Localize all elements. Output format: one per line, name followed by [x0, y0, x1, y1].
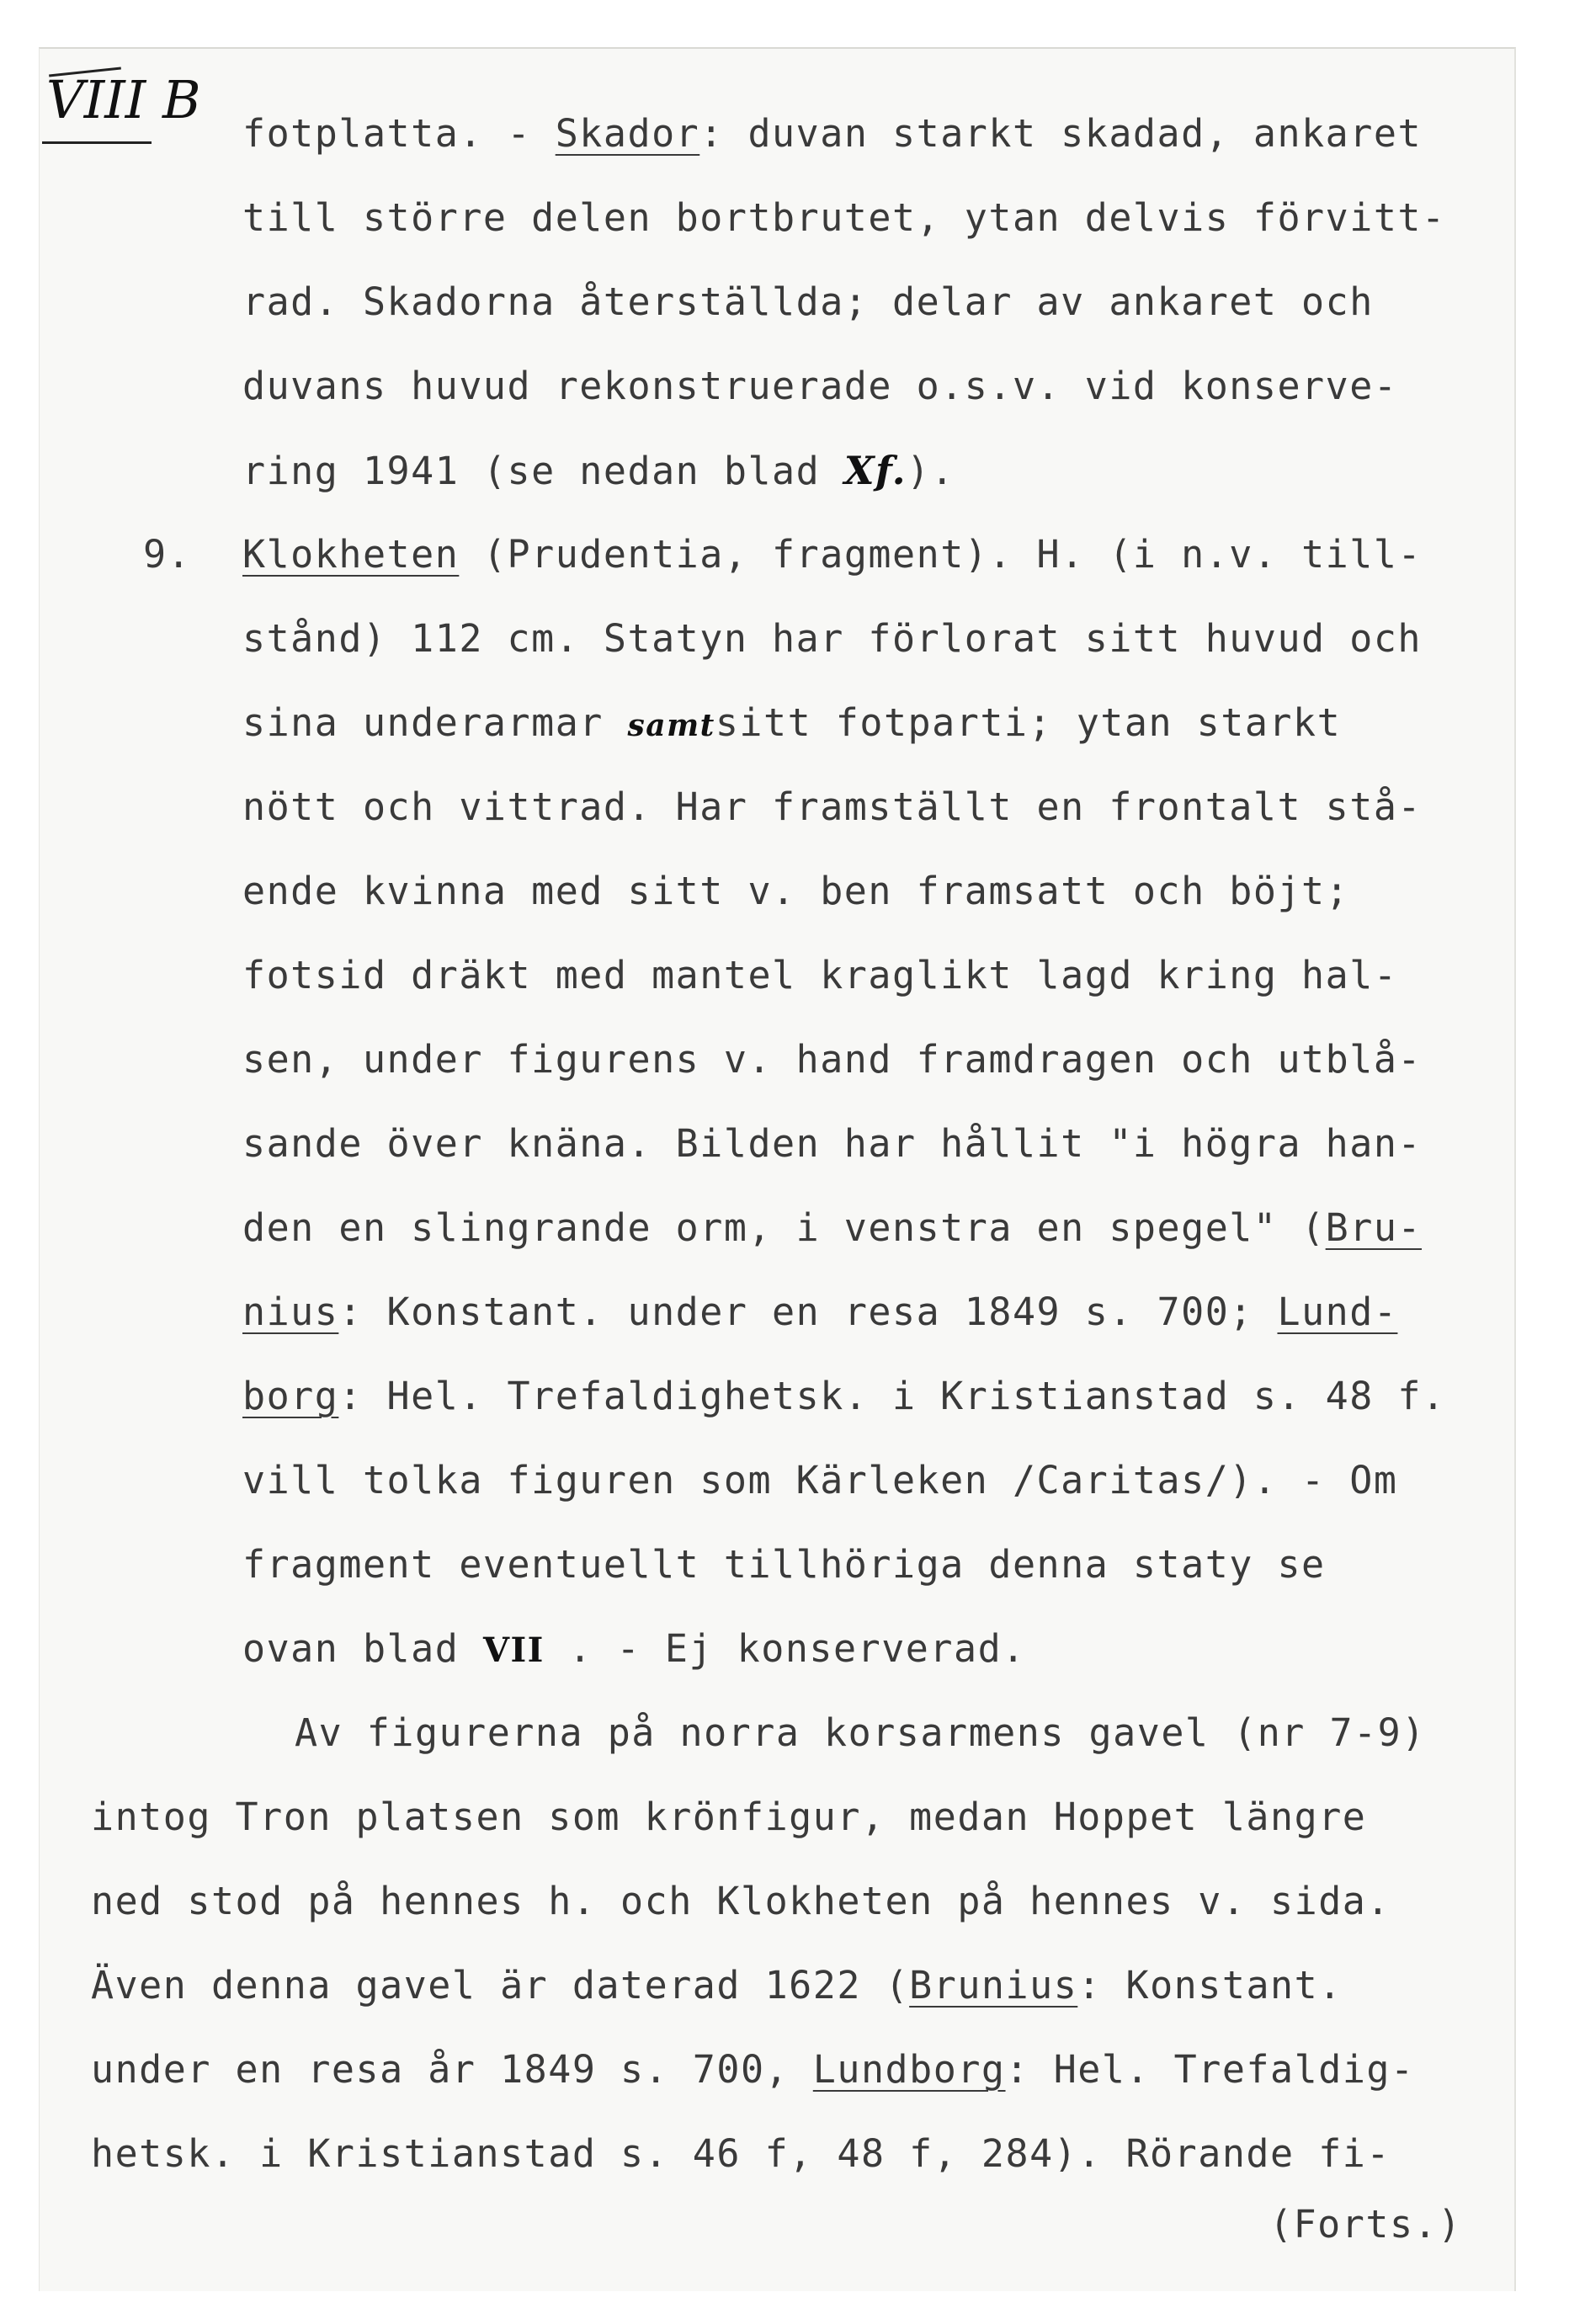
text-line-19 [242, 1626, 1026, 1671]
text-line-17: vill tolka figuren som Kärleken /Caritas/). - Om [242, 1458, 1398, 1502]
underlined-term: Klokheten [242, 532, 460, 577]
text-line-18: fragment eventuellt tillhöriga denna staty se [242, 1542, 1326, 1587]
text-line-24 [91, 2047, 1415, 2092]
text-line-14 [242, 1205, 1423, 1250]
text-line-7: stånd) 112 cm. Statyn har förlorat sitt huvud och [242, 616, 1423, 661]
item-number: 9. [143, 532, 192, 577]
handwritten-insert: Xf. [843, 448, 907, 493]
text-line-2: till större delen bortbrutet, ytan delvis förvitt- [242, 195, 1446, 240]
handwritten-insert: samt [627, 708, 715, 743]
underlined-term: Lundborg [812, 2047, 1006, 2092]
handwritten-insert: VII [482, 1630, 545, 1670]
underlined-term: Brunius [909, 1963, 1078, 2008]
text-line-5 [242, 448, 955, 493]
text-span: fotplatta. - [242, 111, 556, 156]
text-span: ring 1941 (se nedan blad [242, 449, 844, 493]
text-span: sina underarmar [242, 700, 628, 745]
text-line-20: Av figurerna på norra korsarmens gavel (nr 7-9) [295, 1710, 1426, 1755]
text-line-8 [242, 700, 1342, 745]
text-span: : duvan starkt skadad, ankaret [699, 111, 1423, 156]
text-span: ). [907, 449, 955, 493]
continued-note: (Forts.) [1269, 2202, 1462, 2247]
text-line-9: nött och vittrad. Har framställt en frontalt stå- [242, 784, 1423, 829]
margin-note-underline [42, 141, 152, 144]
text-line-12: sen, under figurens v. hand framdragen och utblå- [242, 1037, 1423, 1082]
underlined-term: Bru- [1325, 1205, 1423, 1250]
text-span: : Konstant. under en resa 1849 s. 700; [338, 1290, 1278, 1334]
text-line-3: rad. Skadorna återställda; delar av ankaret och [242, 279, 1374, 324]
text-span: den en slingrande orm, i venstra en spegel" ( [242, 1205, 1326, 1250]
text-span: ovan blad [242, 1626, 483, 1671]
text-span: under en resa år 1849 s. 700, [91, 2047, 813, 2092]
underlined-term: nius [242, 1290, 339, 1334]
text-line-11: fotsid dräkt med mantel kraglikt lagd kring hal- [242, 953, 1398, 997]
text-line-1 [242, 111, 1423, 156]
text-line-25: hetsk. i Kristianstad s. 46 f, 48 f, 284). Rörande fi- [91, 2131, 1391, 2176]
text-line-16 [242, 1374, 1446, 1418]
underlined-term: Lund- [1277, 1290, 1398, 1334]
text-span: : Hel. Trefaldig- [1005, 2047, 1415, 2092]
text-line-22: ned stod på hennes h. och Klokheten på hennes v. sida. [91, 1879, 1391, 1923]
text-span: . - Ej konserverad. [544, 1626, 1026, 1671]
text-line-15 [242, 1290, 1398, 1334]
text-span: sitt fotparti; ytan starkt [715, 700, 1342, 745]
text-line-13: sande över knäna. Bilden har hållit "i högra han- [242, 1121, 1423, 1166]
margin-page-reference [46, 69, 201, 130]
text-span: : Konstant. [1077, 1963, 1343, 2008]
underlined-term: borg [242, 1374, 339, 1418]
text-line-10: ende kvinna med sitt v. ben framsatt och böjt; [242, 869, 1350, 913]
margin-letter: B [162, 69, 201, 130]
text-line-23 [91, 1963, 1343, 2008]
text-line-6 [242, 532, 1423, 577]
underlined-term: Skador [555, 111, 700, 156]
margin-roman: VIII [46, 69, 146, 130]
text-span: Även denna gavel är daterad 1622 ( [91, 1963, 910, 2008]
text-line-4: duvans huvud rekonstruerade o.s.v. vid konserve- [242, 364, 1398, 408]
text-span: (Prudentia, fragment). H. (i n.v. till- [459, 532, 1423, 577]
text-line-21: intog Tron platsen som krönfigur, medan Hoppet längre [91, 1795, 1367, 1839]
text-span: : Hel. Trefaldighetsk. i Kristianstad s. 48 f. [338, 1374, 1446, 1418]
